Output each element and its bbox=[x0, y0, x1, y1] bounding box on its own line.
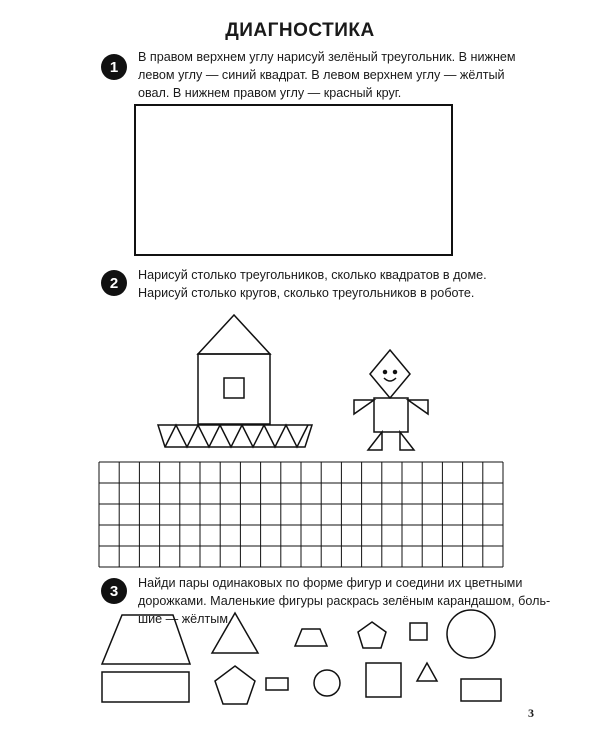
task-1-number-badge: 1 bbox=[101, 54, 127, 80]
task-2-text bbox=[138, 266, 487, 302]
large-triangle[interactable] bbox=[212, 613, 258, 653]
task-3-number-badge: 3 bbox=[101, 578, 127, 604]
task-1-line: В правом верхнем углу нарисуй зелёный треугольник. В нижнем bbox=[138, 50, 516, 64]
task-1-drawing-frame[interactable] bbox=[134, 104, 453, 256]
small-circle[interactable] bbox=[314, 670, 340, 696]
task-1-line: левом углу — синий квадрат. В левом верхнем углу — жёлтый bbox=[138, 68, 505, 82]
house-picture bbox=[150, 306, 320, 456]
shapes-panel bbox=[96, 606, 506, 706]
task-3-line: Найди пары одинаковых по форме фигур и соедини их цветными bbox=[138, 576, 523, 590]
large-trapezoid[interactable] bbox=[102, 615, 190, 664]
house-wall-square bbox=[198, 354, 270, 424]
small-triangle[interactable] bbox=[417, 663, 437, 681]
small-trapezoid[interactable] bbox=[295, 629, 327, 646]
large-rectangle[interactable] bbox=[102, 672, 189, 702]
small-rectangle[interactable] bbox=[266, 678, 288, 690]
task-3-line: дорожками. Маленькие фигуры раскрась зелёным карандашом, боль- bbox=[138, 594, 551, 608]
task-2-number-badge: 2 bbox=[101, 270, 127, 296]
small-pentagon[interactable] bbox=[358, 622, 386, 648]
robot-right-leg-triangle bbox=[400, 432, 414, 450]
task-2-line: Нарисуй столько кругов, сколько треугольников в роботе. bbox=[138, 286, 475, 300]
robot-left-leg-triangle bbox=[368, 432, 382, 450]
large-pentagon[interactable] bbox=[215, 666, 255, 704]
robot-picture bbox=[348, 348, 434, 452]
house-window-square bbox=[224, 378, 244, 398]
task-2-line: Нарисуй столько треугольников, сколько квадратов в доме. bbox=[138, 268, 487, 282]
house-base-triangles bbox=[158, 425, 312, 447]
page-title: ДИАГНОСТИКА bbox=[225, 20, 375, 41]
page-number: 3 bbox=[528, 706, 534, 720]
task-1-line: овал. В нижнем правом углу — красный круг. bbox=[138, 86, 402, 100]
task-1-text bbox=[138, 48, 516, 102]
robot-head-rhombus bbox=[370, 350, 410, 398]
task-3-line: шие — жёлтым. bbox=[138, 612, 232, 626]
large-square[interactable] bbox=[366, 663, 401, 697]
robot-body-square bbox=[374, 398, 408, 432]
robot-left-arm-triangle bbox=[354, 400, 374, 414]
small-square[interactable] bbox=[410, 623, 427, 640]
answer-grid[interactable] bbox=[98, 461, 508, 569]
robot-right-arm-triangle bbox=[408, 400, 428, 414]
large-circle[interactable] bbox=[447, 610, 495, 658]
house-roof-triangle bbox=[198, 315, 270, 354]
medium-rectangle[interactable] bbox=[461, 679, 501, 701]
